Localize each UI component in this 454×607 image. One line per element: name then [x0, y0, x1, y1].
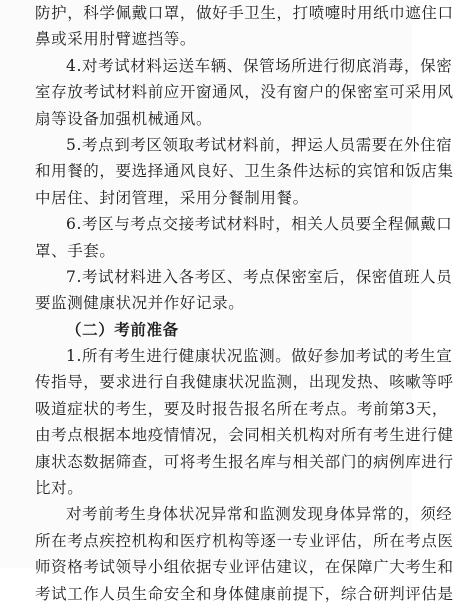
text-line: 中居住、封闭管理，采用分餐制用餐。: [35, 188, 309, 207]
text-line: 所在考点疾控机构和医疗机构等逐一专业评估，所在考点医: [35, 531, 454, 550]
text-line: 和用餐的，要选择通风良好、卫生条件达标的宾馆和饭店集: [35, 162, 454, 181]
text-line: 康状态数据筛查，可将考生报名库与相关部门的病例库进行: [35, 452, 454, 471]
section-heading: （二）考前准备: [66, 319, 179, 339]
text-line: 5.考点到考区领取考试材料前，押运人员需要在外住宿: [66, 135, 453, 154]
text-line: 4.对考试材料运送车辆、保管场所进行彻底消毒，保密: [66, 56, 453, 75]
text-line: 扇等设备加强机械通风。: [35, 109, 213, 128]
text-line: 考试工作人员生命安全和身体健康前提下，综合研判评估是: [35, 584, 454, 603]
text-line: 由考点根据本地疫情情况，会同相关机构对所有考生进行健: [35, 426, 454, 445]
text-line: 对考前考生身体状况异常和监测发现身体异常的，须经: [66, 505, 453, 524]
text-line: 传指导，要求进行自我健康状况监测，出现发热、咳嗽等呼: [35, 373, 454, 392]
text-line: 防护，科学佩戴口罩，做好手卫生，打喷嚏时用纸巾遮住口: [35, 4, 454, 22]
text-line: 要监测健康状况并作好记录。: [35, 294, 245, 313]
text-line: 比对。: [35, 479, 84, 498]
text-line: 6.考区与考点交接考试材料时，相关人员要全程佩戴口: [66, 215, 453, 234]
text-line: 师资格考试领导小组依据专业评估建议，在保障广大考生和: [35, 558, 454, 577]
text-line: 1.所有考生进行健康状况监测。做好参加考试的考生宣: [66, 347, 453, 366]
text-line: 鼻或采用肘臂遮挡等。: [35, 30, 197, 49]
text-line: 罩、手套。: [35, 241, 116, 260]
text-line: 室存放考试材料前应开窗通风，没有窗户的保密室可采用风: [35, 83, 454, 102]
text-line: 7.考试材料进入各考区、考点保密室后，保密值班人员: [66, 267, 453, 286]
text-line: 吸道症状的考生，要及时报告报名所在考点。考前第3天，: [35, 399, 448, 418]
